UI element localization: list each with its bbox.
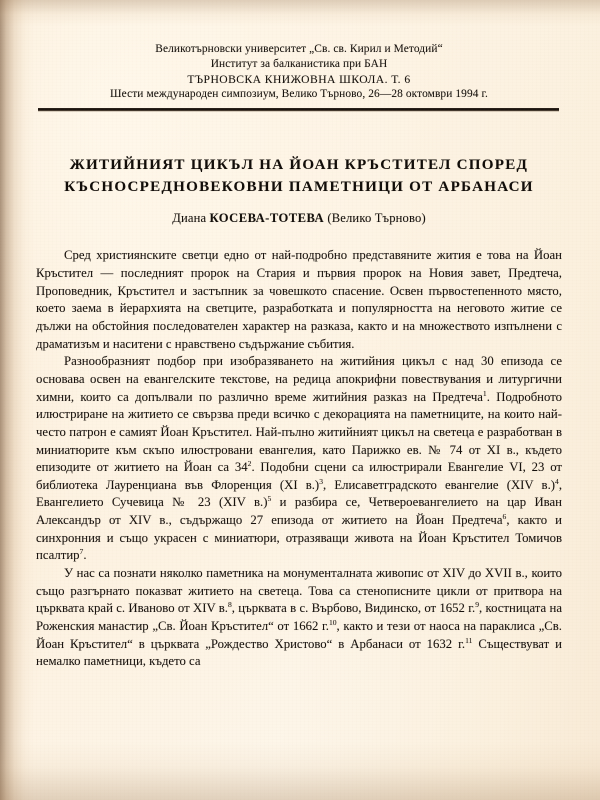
footnote-marker-8: 8 [227, 600, 232, 610]
article-title-line-2: КЪСНОСРЕДНОВЕКОВНИ ПАМЕТНИЦИ ОТ АРБАНАСИ [64, 178, 534, 195]
author-affiliation: (Велико Търново) [324, 211, 426, 226]
paragraph-2 [36, 353, 562, 565]
footnote-marker-7: 7 [79, 547, 84, 557]
footnote-marker-1: 1 [482, 388, 487, 398]
paragraph-3-segment-e: Съществуват и немалко паметници, където са [36, 636, 562, 669]
author-surname: КОСЕВА-ТОТЕВА [209, 211, 325, 226]
footnote-marker-2: 2 [247, 459, 252, 469]
masthead-line-series: ТЪРНОВСКА КНИЖОВНА ШКОЛА. Т. 6 [187, 73, 411, 87]
paragraph-2-segment-h: . [83, 548, 87, 563]
masthead-line-symposium: Шести международен симпозиум, Велико Търново, 26—28 октомври 1994 г. [110, 88, 488, 101]
paragraph-2-segment-f: и разбира се, Четвероевангелието на цар Иван Александър от XIV в., съдържащо 27 епизода от житието на Йоан Предтеча [36, 495, 562, 528]
footnote-marker-3: 3 [319, 476, 323, 486]
article-title-line-1: ЖИТИЙНИЯТ ЦИКЪЛ НА ЙОАН КРЪСТИТЕЛ СПОРЕД [69, 157, 529, 174]
paragraph-2-segment-e: , Евангелието Сучевица № 23 (XIV в.) [36, 477, 562, 510]
masthead-line-university: Великотърновски университет „Св. св. Кирил и Методий“ [155, 43, 443, 55]
paragraph-2-segment-g: , както и синхронния и също украсен с миниатюри, отразяващи живота на Йоан Кръстител Томичов псалтир [36, 513, 563, 563]
divider-rule-line [38, 108, 559, 111]
paragraph-2-segment-b: . Подробното илюстриране на житието се свързва преди всичко с декорацията на паметниците, на които най-често патрон е самият Йоан Кръстител. Най-пълно житийният цикъл на светеца е разработван в миниатюрите към скъпо илюстровани евангелия, като Парижко ев. № 74 от XI в., където епизодите от житието на Йоан са 34 [36, 389, 562, 475]
footnote-marker-9: 9 [475, 600, 480, 610]
footnote-marker-11: 11 [465, 635, 473, 645]
paragraph-3-segment-a: У нас са познати няколко паметника на монументалната живопис от XIV до XVII в., които също разгърнато показват житието на светеца. Това са стенописните цикли от притвора на църквата край с. Иваново от XIV в. [36, 566, 562, 616]
footnote-marker-5: 5 [267, 494, 272, 504]
paragraph-2-segment-c: . Подобни сцени са илюстрирали Евангелие VI, 23 от библиотека Лауренциана във Флоренция (XI в.) [36, 460, 562, 492]
paragraph-1-text: Сред християнските светци едно от най-подробно представяните жития е това на Йоан Кръстител — последният пророк на Стария и първия пророк на Новия завет, Предтеча, Проповедник, Кръстител и застъпник за човешкото спасение. Освен първостепенното място, което заема в йерархията на светците, разработката и популярността на неговото житие се дължи на обстойния последователен характер на разказа, както и на множеството изпълнени с драматизъм и наситени с нравствено съдържание събития. [36, 248, 562, 351]
paragraph-3-segment-b: , църквата в с. Върбово, Видинско, от 1652 г. [231, 601, 476, 616]
paragraph-2-segment-d: , Елисаветградското евангелие (XIV в.) [322, 477, 556, 492]
footnote-marker-10: 10 [328, 618, 337, 628]
paragraph-3-segment-c: , костницата на Роженския манастир „Св. Йоан Кръстител“ от 1662 г. [36, 601, 562, 634]
paragraph-3 [36, 565, 562, 671]
paragraph-3-segment-d: , както и тези от наоса на параклиса „Св. Йоан Кръстител“ в църквата „Рождество Христово“ в Арбанаси от 1632 г. [36, 619, 562, 651]
footnote-marker-6: 6 [502, 512, 507, 522]
author-byline [36, 211, 562, 226]
footnote-marker-4: 4 [555, 476, 559, 486]
header-divider [36, 108, 562, 111]
paragraph-1 [36, 247, 562, 353]
author-first-name: Диана [172, 211, 210, 226]
paragraph-2-segment-a: Разнообразният подбор при изобразяването на житийния цикъл с над 30 епизода се основава освен на евангелските текстове, на редица апокрифни повествувания и литургични химни, които са допълвали по различно време житийния разказ на Предтеча [36, 354, 562, 404]
title-block [36, 155, 562, 226]
masthead-line-institute: Институт за балканистика при БАН [210, 58, 388, 71]
masthead [36, 0, 562, 102]
article-body [36, 247, 562, 671]
